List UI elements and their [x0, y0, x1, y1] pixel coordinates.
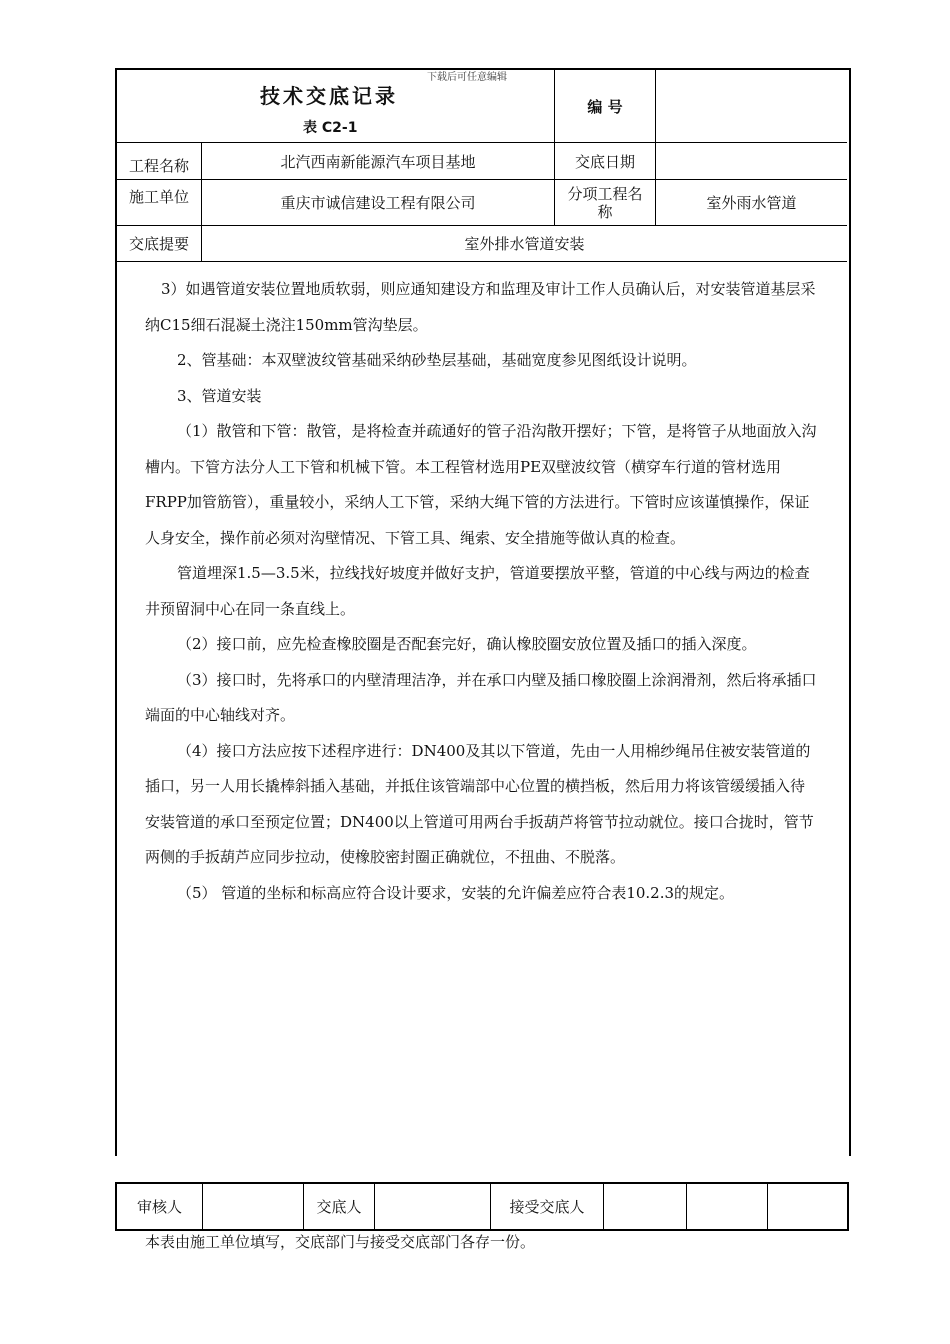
content-paragraph: （1）散管和下管：散管，是将检查并疏通好的管子沿沟散开摆好；下管，是将管子从地面放入沟槽内。下管方法分人工下管和机械下管。本工程管材选用PE双壁波纹管（横穿车行道的管材选用FRPP加管筋管），重量较小，采纳人工下管，采纳大绳下管的方法进行。下管时应该谨慎操作，保证人身安全，操作前必须对沟壁情况、下管工具、绳索、安全措施等做认真的检查。 — [145, 422, 817, 547]
code-value-cell[interactable] — [656, 70, 847, 143]
contractor-cell — [202, 180, 555, 226]
contractor-name: 重庆市诚信建设工程有限公司 — [280, 194, 476, 212]
presenter-label-cell — [304, 1184, 375, 1229]
receiver-label-cell — [491, 1184, 604, 1229]
summary-text: 室外排水管道安装 — [464, 235, 585, 253]
date-label-cell — [555, 143, 656, 180]
project-name-label: 工程名称 — [128, 157, 189, 175]
watermark-text: 下载后可任意编辑 — [427, 72, 507, 83]
project-name: 北汽西南新能源汽车项目基地 — [280, 152, 476, 171]
content-paragraph: （2）接口前，应先检查橡胶圈是否配套完好，确认橡胶圈安放位置及插口的插入深度。 — [177, 635, 757, 653]
content-paragraph: 管道埋深1.5—3.5米，拉线找好坡度并做好支护，管道要摆放平整，管道的中心线与两边的检查井预留洞中心在同一条直线上。 — [145, 564, 810, 618]
signature-table — [115, 1182, 849, 1231]
receiver-field[interactable] — [687, 1184, 768, 1229]
code-label-cell — [555, 70, 656, 143]
subitem-name: 室外雨水管道 — [706, 194, 797, 212]
receiver-label: 接受交底人 — [509, 1198, 585, 1216]
receiver-field[interactable] — [604, 1184, 687, 1229]
form-number: 表 C2-1 — [303, 120, 358, 136]
contractor-label: 施工单位 — [128, 188, 189, 206]
receiver-field[interactable] — [768, 1184, 847, 1229]
content-paragraph: （4）接口方法应按下述程序进行：DN400及其以下管道，先由一人用棉纱绳吊住被安装管道的插口，另一人用长撬棒斜插入基础，并抵住该管端部中心位置的横挡板，然后用力将该管缓缓插入待安装管道的承口至预定位置；DN400以上管道可用两台手扳葫芦将管节拉动就位。接口合拢时，管节两侧的手扳葫芦应同步拉动，使橡胶密封圈正确就位，不扭曲、不脱落。 — [145, 741, 814, 866]
content-paragraph: 2、管基础：本双壁波纹管基础采纳砂垫层基础，基础宽度参见图纸设计说明。 — [177, 351, 697, 369]
presenter-field[interactable] — [375, 1184, 491, 1229]
summary-cell — [202, 226, 847, 262]
subitem-label: 分项工程名称 — [567, 184, 643, 221]
content-paragraph: 3、管道安装 — [177, 386, 262, 405]
date-label: 交底日期 — [574, 152, 635, 171]
summary-label: 交底提要 — [128, 235, 189, 253]
presenter-label: 交底人 — [316, 1198, 362, 1216]
footnote: 本表由施工单位填写，交底部门与接受交底部门各存一份。 — [145, 1233, 536, 1251]
page-title: 技术交底记录 — [260, 84, 398, 108]
reviewer-label: 审核人 — [136, 1198, 182, 1216]
subitem-label-cell — [555, 180, 656, 226]
content-body — [145, 272, 817, 911]
reviewer-label-cell — [117, 1184, 203, 1229]
summary-label-cell — [117, 226, 202, 262]
project-name-cell — [202, 143, 555, 180]
contractor-label-cell — [117, 180, 202, 226]
content-paragraph: （3）接口时，先将承口的内壁清理洁净，并在承口内壁及插口橡胶圈上涂润滑剂，然后将承插口端面的中心轴线对齐。 — [145, 670, 817, 724]
content-paragraph: （5） 管道的坐标和标高应符合设计要求，安装的允许偏差应符合表10.2.3的规定。 — [177, 883, 735, 902]
content-paragraph: 3）如遇管道安装位置地质软弱，则应通知建设方和监理及审计工作人员确认后，对安装管道基层采纳C15细石混凝土浇注150mm管沟垫层。 — [145, 280, 816, 334]
project-name-label-cell — [117, 143, 202, 180]
code-label: 编 号 — [587, 97, 623, 116]
date-value-cell[interactable] — [656, 143, 847, 180]
reviewer-field[interactable] — [203, 1184, 304, 1229]
subitem-cell — [656, 180, 847, 226]
